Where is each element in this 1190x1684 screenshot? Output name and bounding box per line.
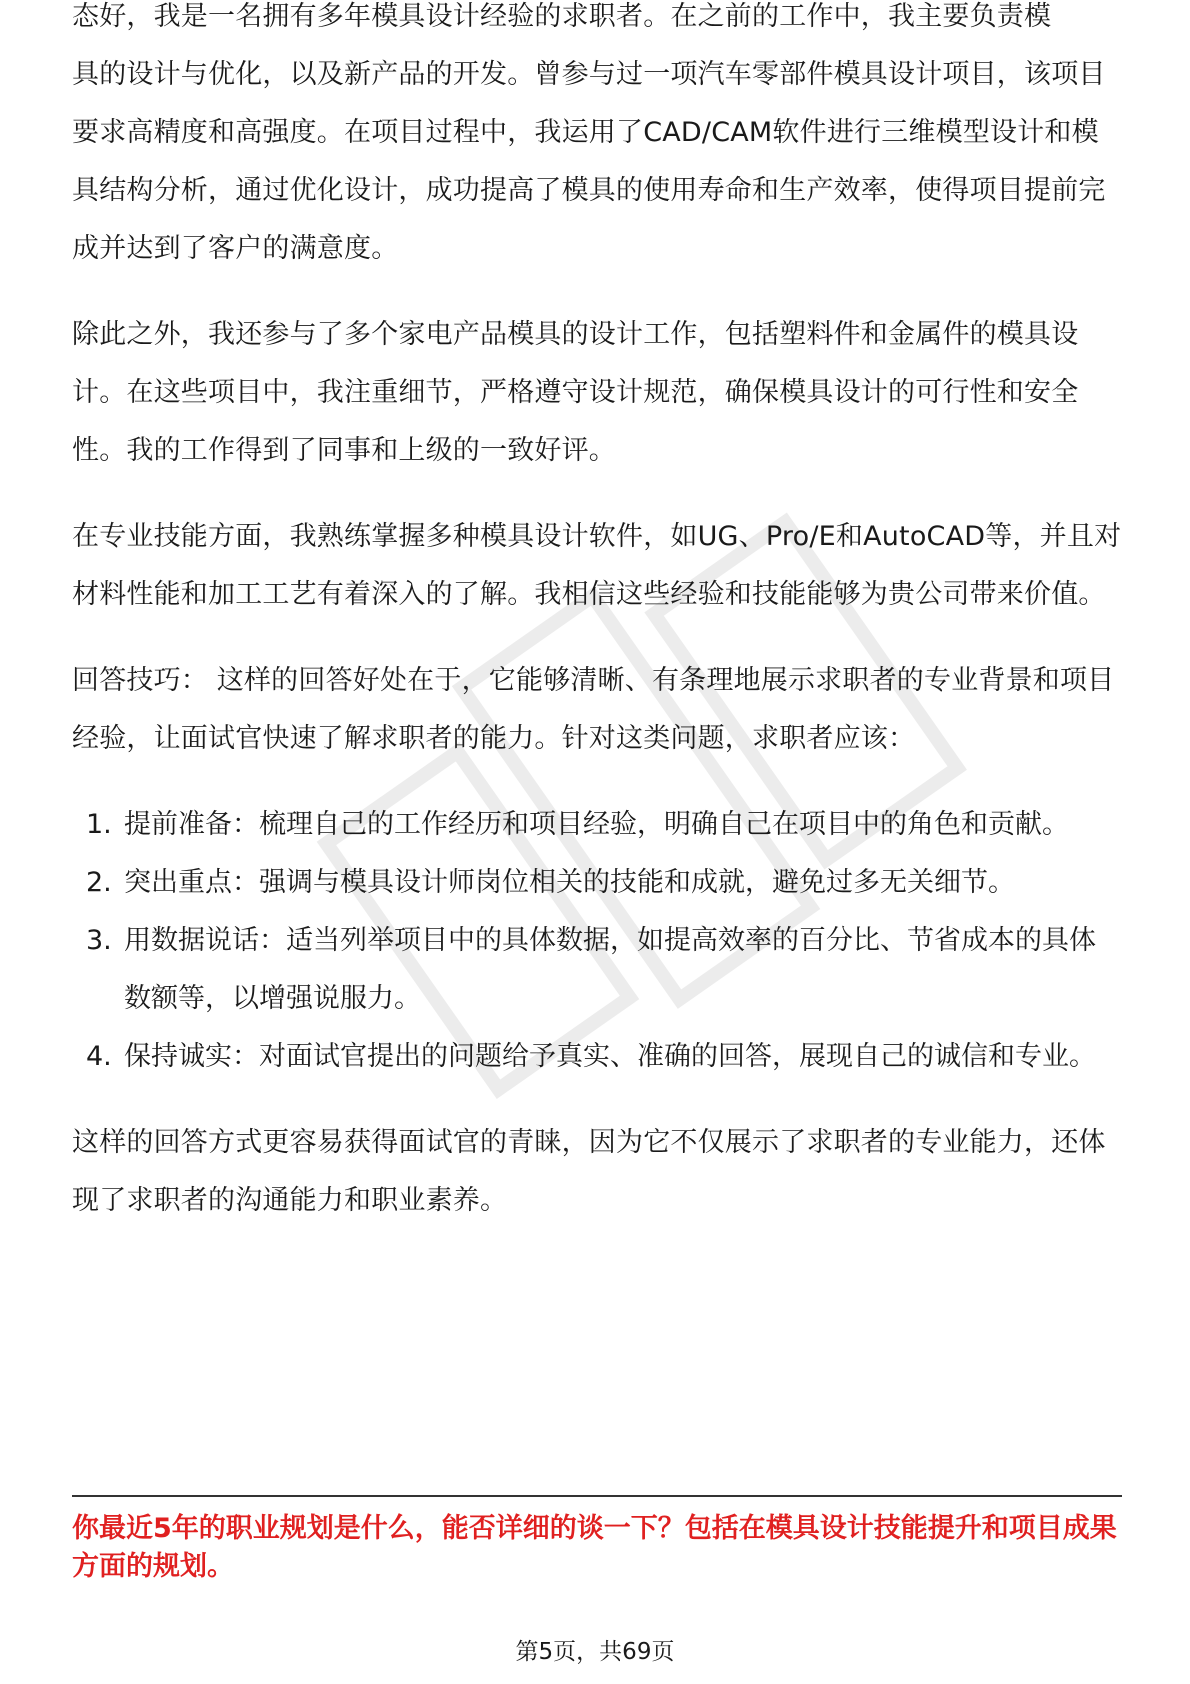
list-item: [72, 854, 1122, 912]
appliance-paragraph: 除此之外，我还参与了多个家电产品模具的设计工作，包括塑料件和金属件的模具设计。在这些项目中，我注重细节，严格遵守设计规范，确保模具设计的可行性和安全性。我的工作得到了同事和上级的一致好评。: [72, 319, 1079, 466]
list-item: [72, 796, 1122, 854]
answer-tips-paragraph: 回答技巧： 这样的回答好处在于，它能够清晰、有条理地展示求职者的专业背景和项目经验，让面试官快速了解求职者的能力。针对这类问题，求职者应该：: [72, 665, 1115, 754]
list-item-text: 提前准备：梳理自己的工作经历和项目经验，明确自己在项目中的角色和贡献。: [124, 809, 1069, 840]
list-number: 3.: [86, 925, 112, 956]
next-question-heading: 你最近5年的职业规划是什么，能否详细的谈一下？包括在模具设计技能提升和项目成果方面的规划。: [72, 1513, 1117, 1582]
tips-list: [72, 796, 1122, 1086]
list-number: 1.: [86, 809, 112, 840]
list-item: [72, 1028, 1122, 1086]
list-number: 2.: [86, 867, 112, 898]
experience-text: 具的设计与优化，以及新产品的开发。曾参与过一项汽车零部件模具设计项目，该项目要求高精度和高强度。在项目过程中，我运用了CAD/CAM软件进行三维模型设计和模具结构分析，通过优化设计，成功提高了模具的使用寿命和生产效率，使得项目提前完成并达到了客户的满意度。: [72, 59, 1106, 264]
section-divider: [72, 1495, 1122, 1497]
cut-off-line: [72, 1, 1122, 76]
list-item: [72, 912, 1122, 1028]
list-item-text: 突出重点：强调与模具设计师岗位相关的技能和成就，避免过多无关细节。: [124, 867, 1015, 898]
cut-off-text: 态好，我是一名拥有多年模具设计经验的求职者。在之前的工作中，我主要负责模: [72, 1, 1052, 32]
list-item-text: 保持诚实：对面试官提出的问题给予真实、准确的回答，展现自己的诚信和专业。: [124, 1041, 1096, 1072]
page-footer: 第5页，共69页: [515, 1639, 675, 1665]
main-content: [72, 1, 1122, 1258]
list-item-text: 用数据说话：适当列举项目中的具体数据，如提高效率的百分比、节省成本的具体数额等，以增强说服力。: [124, 925, 1096, 1014]
list-number: 4.: [86, 1041, 112, 1072]
conclusion-paragraph: 这样的回答方式更容易获得面试官的青睐，因为它不仅展示了求职者的专业能力，还体现了求职者的沟通能力和职业素养。: [72, 1127, 1106, 1216]
skills-paragraph: 在专业技能方面，我熟练掌握多种模具设计软件，如UG、Pro/E和AutoCAD等，并且对材料性能和加工工艺有着深入的了解。我相信这些经验和技能能够为贵公司带来价值。: [72, 521, 1122, 610]
experience-paragraph: [72, 1, 1122, 278]
